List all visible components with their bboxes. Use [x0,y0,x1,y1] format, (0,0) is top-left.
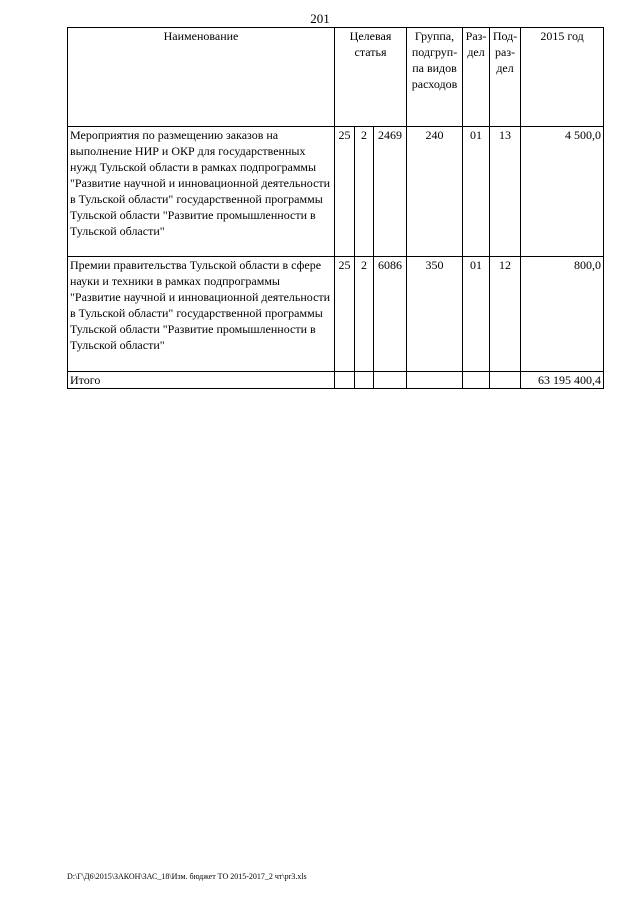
table-header-row [68,28,604,127]
row-name: Премии правительства Тульской области в сфере науки и техники в рамках подпрограммы "Развитие научной и инновационной деятельности в Тульской области" государственной программы Тульской области "Развитие промышленности в Тульской области" [68,257,335,372]
total-empty-cell [490,372,521,389]
row-code-b: 2 [355,257,374,372]
row-code-c: 2469 [374,127,407,257]
total-empty-cell [335,372,355,389]
total-empty-cell [374,372,407,389]
table-row [68,127,604,257]
total-empty-cell [407,372,463,389]
row-code-a: 25 [335,127,355,257]
total-row [68,372,604,389]
page-number: 201 [310,11,330,26]
header-expense-group: Группа, подгруп-па видов расходов [407,28,463,127]
footer-file-path: D:\Г\Д6\2015\ЗАКОН\ЗАС_18\Изм. бюджет ТО 2015-2017_2 чт\pr3.xls [67,872,307,881]
header-subsection: Под-раз-дел [490,28,521,127]
row-section: 01 [463,127,490,257]
header-name: Наименование [68,28,335,127]
total-amount: 63 195 400,4 [521,372,604,389]
row-subsection: 12 [490,257,521,372]
row-code-a: 25 [335,257,355,372]
row-amount: 800,0 [521,257,604,372]
header-section: Раз-дел [463,28,490,127]
row-section: 01 [463,257,490,372]
table-row [68,257,604,372]
total-label: Итого [68,372,335,389]
row-subsection: 13 [490,127,521,257]
header-target-item: Целевая статья [335,28,407,127]
row-name: Мероприятия по размещению заказов на выполнение НИР и ОКР для государственных нужд Тульской области в рамках подпрограммы "Развитие научной и инновационной деятельности в Тульской области" государственной программы Тульской области "Развитие промышленности в Тульской области" [68,127,335,257]
total-empty-cell [463,372,490,389]
budget-table [67,27,604,389]
total-empty-cell [355,372,374,389]
header-year: 2015 год [521,28,604,127]
row-group: 350 [407,257,463,372]
row-code-c: 6086 [374,257,407,372]
row-code-b: 2 [355,127,374,257]
row-group: 240 [407,127,463,257]
row-amount: 4 500,0 [521,127,604,257]
